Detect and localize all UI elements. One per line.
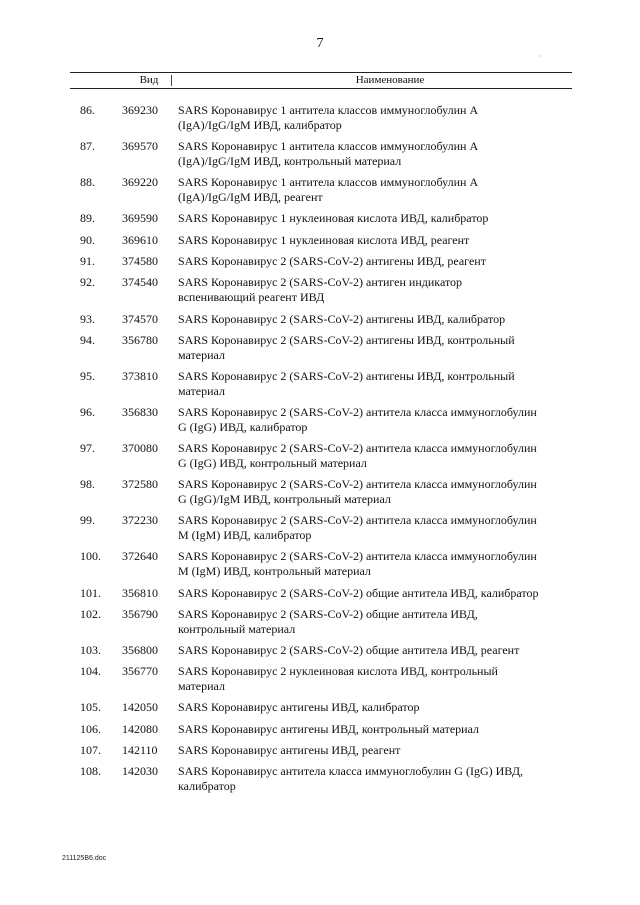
row-code: 373810 [122, 369, 158, 383]
row-number: 88. [80, 175, 95, 189]
row-name: SARS Коронавирус 1 антитела классов иммуноглобулин A (IgA)/IgG/IgM ИВД, реагент [178, 175, 479, 204]
row-number: 90. [80, 233, 95, 247]
row-name: SARS Коронавирус 2 (SARS-CoV-2) антитела класса иммуноглобулин M (IgM) ИВД, калибратор [178, 513, 537, 542]
row-number: 100. [80, 549, 101, 563]
row-name: SARS Коронавирус 2 (SARS-CoV-2) антитела класса иммуноглобулин G (IgG)/IgM ИВД, контрольный материал [178, 477, 537, 506]
row-number: 108. [80, 764, 101, 778]
row-name: SARS Коронавирус 2 (SARS-CoV-2) антитела класса иммуноглобулин M (IgM) ИВД, контрольный материал [178, 549, 537, 578]
row-name: SARS Коронавирус антигены ИВД, калибратор [178, 700, 420, 714]
row-code: 356790 [122, 607, 158, 621]
row-code: 356780 [122, 333, 158, 347]
row-number: 97. [80, 441, 95, 455]
footer-filename: 211125B6.doc [62, 855, 107, 862]
row-code: 374570 [122, 312, 158, 326]
row-name: SARS Коронавирус 2 (SARS-CoV-2) антигены ИВД, контрольный материал [178, 333, 515, 362]
row-name: SARS Коронавирус 1 антитела классов иммуноглобулин A (IgA)/IgG/IgM ИВД, контрольный материал [178, 139, 479, 168]
row-code: 372580 [122, 477, 158, 491]
row-name: SARS Коронавирус 2 (SARS-CoV-2) антиген индикатор вспенивающий реагент ИВД [178, 275, 463, 304]
row-code: 374540 [122, 275, 158, 289]
row-name: SARS Коронавирус антигены ИВД, реагент [178, 743, 401, 757]
row-code: 369220 [122, 175, 158, 189]
row-name: SARS Коронавирус 2 (SARS-CoV-2) антитела класса иммуноглобулин G (IgG) ИВД, калибратор [178, 405, 537, 434]
row-code: 370080 [122, 441, 158, 455]
row-number: 86. [80, 103, 95, 117]
row-number: 87. [80, 139, 95, 153]
row-number: 106. [80, 722, 101, 736]
row-name: SARS Коронавирус 2 (SARS-CoV-2) антитела класса иммуноглобулин G (IgG) ИВД, контрольный материал [178, 441, 537, 470]
row-code: 369610 [122, 233, 158, 247]
row-number: 95. [80, 369, 95, 383]
row-code: 372640 [122, 549, 158, 563]
row-name: SARS Коронавирус 2 (SARS-CoV-2) общие антитела ИВД, контрольный материал [178, 607, 478, 636]
row-code: 369230 [122, 103, 158, 117]
row-name: SARS Коронавирус антитела класса иммуноглобулин G (IgG) ИВД, калибратор [178, 764, 523, 793]
row-number: 91. [80, 254, 95, 268]
row-number: 94. [80, 333, 95, 347]
row-code: 356770 [122, 664, 158, 678]
row-number: 98. [80, 477, 95, 491]
row-code: 369590 [122, 211, 158, 225]
row-number: 104. [80, 664, 101, 678]
row-number: 93. [80, 312, 95, 326]
row-name: SARS Коронавирус 2 (SARS-CoV-2) антигены ИВД, реагент [178, 254, 486, 268]
row-name: SARS Коронавирус 2 (SARS-CoV-2) общие антитела ИВД, реагент [178, 643, 520, 657]
row-number: 96. [80, 405, 95, 419]
row-name: SARS Коронавирус 2 нуклеиновая кислота ИВД, контрольный материал [178, 664, 498, 693]
page-number: 7 [316, 36, 324, 51]
row-name: SARS Коронавирус 2 (SARS-CoV-2) антигены ИВД, контрольный материал [178, 369, 515, 398]
row-name: SARS Коронавирус антигены ИВД, контрольный материал [178, 722, 479, 736]
row-code: 356830 [122, 405, 158, 419]
row-code: 374580 [122, 254, 158, 268]
row-code: 356810 [122, 586, 158, 600]
row-name: SARS Коронавирус 1 нуклеиновая кислота ИВД, калибратор [178, 211, 489, 225]
row-number: 101. [80, 586, 101, 600]
row-name: SARS Коронавирус 1 антитела классов иммуноглобулин A (IgA)/IgG/IgM ИВД, калибратор [178, 103, 479, 132]
row-name: SARS Коронавирус 1 нуклеиновая кислота ИВД, реагент [178, 233, 470, 247]
row-code: 356800 [122, 643, 158, 657]
row-code: 142050 [122, 700, 158, 714]
row-code: 369570 [122, 139, 158, 153]
corner-mark: · [538, 52, 541, 61]
row-number: 89. [80, 211, 95, 225]
column-header-name: Наименование [355, 74, 425, 86]
row-name: SARS Коронавирус 2 (SARS-CoV-2) антигены ИВД, калибратор [178, 312, 506, 326]
table-header [70, 72, 572, 89]
row-code: 142110 [122, 743, 158, 757]
row-number: 99. [80, 513, 95, 527]
column-separator [171, 75, 172, 86]
row-number: 107. [80, 743, 101, 757]
row-code: 372230 [122, 513, 158, 527]
row-number: 102. [80, 607, 101, 621]
row-number: 92. [80, 275, 95, 289]
row-code: 142030 [122, 764, 158, 778]
row-number: 103. [80, 643, 101, 657]
row-code: 142080 [122, 722, 158, 736]
column-header-vid: Вид [139, 74, 159, 86]
row-name: SARS Коронавирус 2 (SARS-CoV-2) общие антитела ИВД, калибратор [178, 586, 539, 600]
row-number: 105. [80, 700, 101, 714]
